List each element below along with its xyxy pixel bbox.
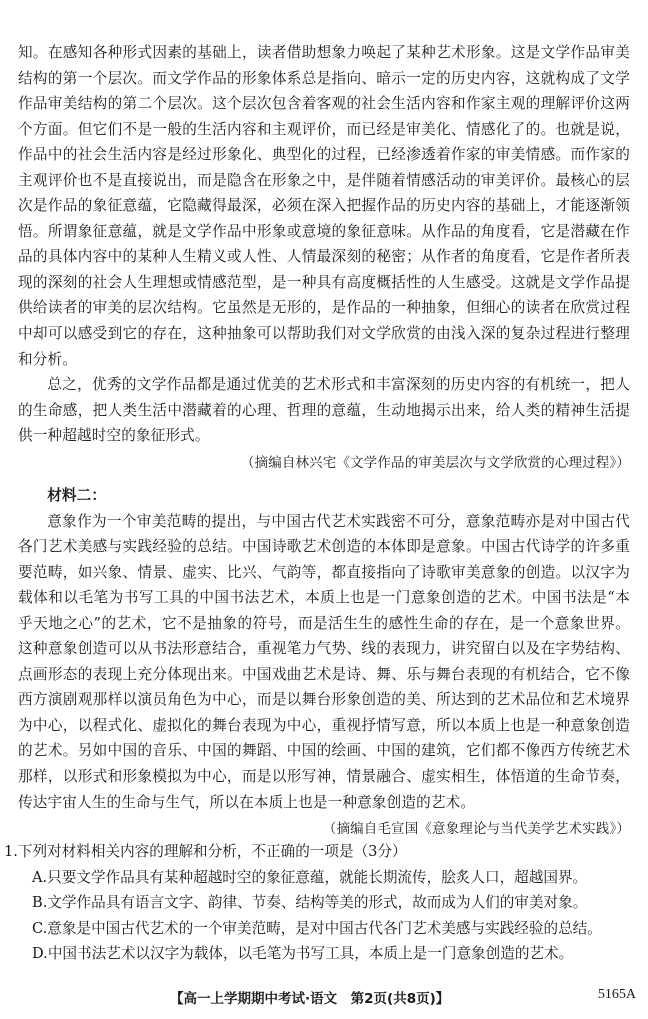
material-one-source: （摘编自林兴宅《文学作品的审美层次与文学欣赏的心理过程》） — [240, 454, 630, 471]
question-1-option-c[interactable]: C.意象是中国古代艺术的一个审美范畴，是对中国古代各门艺术美感与实践经验的总结。 — [32, 919, 602, 937]
material-one-paragraph-1: 知。在感知各种形式因素的基础上，读者借助想象力唤起了某种艺术形象。这是文学作品审美结构的第一个层次。而文学作品的形象体系总是指向、暗示一定的历史内容，这就构成了文学作品审美结构的第二个层次。这个层次包含着客观的社会生活内容和作家主观的理解评价这两个方面。但它们不是一般的生活内容和主观评价，而已经是审美化、情感化了的。也就是说，作品中的社会生活内容是经过形象化、典型化的过程，已经渗透着作家的审美情感。而作家的主观评价也不是直接说出，而是隐含在形象之中，是伴随着情感活动的审美评价。最核心的层次是作品的象征意蕴，它隐藏得最深，必须在深入把握作品的历史内容的基础上，才能逐渐领悟。所谓象征意蕴，就是文学作品中形象或意境的象征意味。从作品的角度看，它是潜藏在作品的具体内容中的某种人生精义或人性、人情最深刻的秘密；从作者的角度看，它是作者所表现的深刻的社会人生理想或情感范型，是一种具有高度概括性的人生感受。这就是文学作品提供给读者的审美的层次结构。它虽然是无形的，是作品的一种抽象，但细心的读者在欣赏过程中却可以感受到它的存在，这种抽象可以帮助我们对文学欣赏的由浅入深的复杂过程进行整理和分析。 — [18, 44, 630, 368]
footer-code: 5165A — [597, 987, 636, 1002]
material-one-paragraph-2: 总之，优秀的文学作品都是通过优美的艺术形式和丰富深刻的历史内容的有机统一，把人的生命感，把人类生活中潜藏着的心理、哲理的意蕴，生动地揭示出来，给人类的精神生活提供一种超越时空的象征形式。 — [18, 376, 630, 445]
question-1-option-a[interactable]: A.只要文学作品具有某种超越时空的象征意蕴，就能长期流传，脍炙人口，超越国界。 — [32, 868, 588, 886]
question-1 — [4, 839, 630, 967]
question-1-option-d[interactable]: D.中国书法艺术以汉字为载体，以毛笔为书写工具，本质上是一门意象创造的艺术。 — [32, 945, 574, 963]
question-1-stem: 1.下列对材料相关内容的理解和分析，不正确的一项是（3分） — [4, 843, 407, 860]
page-footer — [0, 987, 648, 1009]
material-two-source: （摘编自毛宣国《意象理论与当代美学艺术实践》） — [322, 821, 630, 838]
question-1-option-b[interactable]: B.文学作品具有语言文字、韵律、节奏、结构等美的形式，故而成为人们的审美对象。 — [32, 894, 588, 912]
material-two-paragraph: 意象作为一个审美范畴的提出，与中国古代艺术实践密不可分，意象范畴亦是对中国古代各门艺术美感与实践经验的总结。中国诗歌艺术创造的本体即是意象。中国古代诗学的许多重要范畴，如兴象、情景、虚实、比兴、气韵等，都直接指向了诗歌审美意象的创造。以汉字为载体和以毛笔为书写工具的中国书法艺术，本质上也是一门意象创造的艺术。中国书法是“本乎天地之心”的艺术，它不是抽象的符号，而是活生生的感性生命的存在，是一个意象世界。这种意象创造可以从书法形意结合，重视笔力气势、线的表现力，讲究留白以及在字势结构、点画形态的表现上充分体现出来。中国戏曲艺术是诗、舞、乐与舞台表现的有机结合，它不像西方演剧观那样以演员角色为中心，而是以舞台形象创造的美、所达到的艺术品位和艺术境界为中心，以程式化、虚拟化的舞台表现为中心，重视抒情写意，所以本质上也是一种意象创造的艺术。另如中国的音乐、中国的舞蹈、中国的绘画、中国的建筑，它们都不像西方传统艺术那样，以形式和形象模拟为中心，而是以形写神，情景融合、虚实相生，体悟道的生命节奏，传达宇宙人生的生命与生气，所以在本质上也是一种意象创造的艺术。 — [18, 512, 630, 811]
material-one-block — [18, 40, 630, 476]
footer-title: 【高一上学期期中考试·语文 第2页(共8页)】 — [170, 991, 450, 1007]
material-two-block — [18, 481, 630, 843]
material-two-heading: 材料二： — [47, 487, 107, 504]
